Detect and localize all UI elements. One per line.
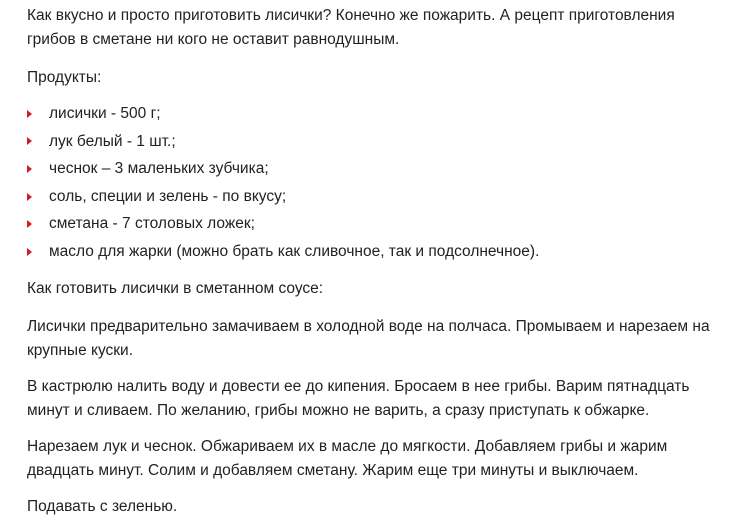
bullet-triangle-icon [27, 220, 32, 228]
ingredient-text: масло для жарки (можно брать как сливочное, так и подсолнечное). [49, 242, 540, 260]
step-paragraph: Лисички предварительно замачиваем в холодной воде на полчаса. Промываем и нарезаем на крупные куски. [27, 317, 710, 359]
ingredient-text: лук белый - 1 шт.; [49, 132, 176, 150]
bullet-triangle-icon [27, 165, 32, 173]
ingredient-item [27, 100, 750, 128]
step-paragraph: В кастрюлю налить воду и довести ее до кипения. Бросаем в нее грибы. Варим пятнадцать минут и сливаем. По желанию, грибы можно не варить, а сразу приступать к обжарке. [27, 377, 690, 419]
step-paragraph: Нарезаем лук и чеснок. Обжариваем их в масле до мягкости. Добавляем грибы и жарим двадцать минут. Солим и добавляем сметану. Жарим еще три минуты и выключаем. [27, 437, 668, 479]
ingredient-text: лисички - 500 г; [49, 105, 161, 122]
serving-paragraph: Подавать с зеленью. [27, 497, 178, 515]
bullet-triangle-icon [27, 137, 32, 145]
ingredient-item [27, 238, 750, 266]
ingredient-item [27, 155, 750, 183]
ingredient-text: чеснок – 3 маленьких зубчика; [49, 160, 269, 178]
ingredient-item [27, 183, 750, 211]
ingredient-item [27, 128, 750, 156]
ingredient-item [27, 210, 750, 238]
ingredient-text: соль, специи и зелень - по вкусу; [49, 187, 287, 205]
bullet-triangle-icon [27, 193, 32, 201]
ingredient-text: сметана - 7 столовых ложек; [49, 215, 255, 233]
ingredients-list [27, 100, 750, 266]
intro-paragraph: Как вкусно и просто приготовить лисички? Конечно же пожарить. А рецепт приготовления грибов в сметане ни кого не оставит равнодушным. [27, 7, 675, 48]
bullet-triangle-icon [27, 110, 32, 118]
method-heading: Как готовить лисички в сметанном соусе: [27, 279, 324, 297]
bullet-triangle-icon [27, 248, 32, 256]
products-heading: Продукты: [27, 69, 102, 86]
